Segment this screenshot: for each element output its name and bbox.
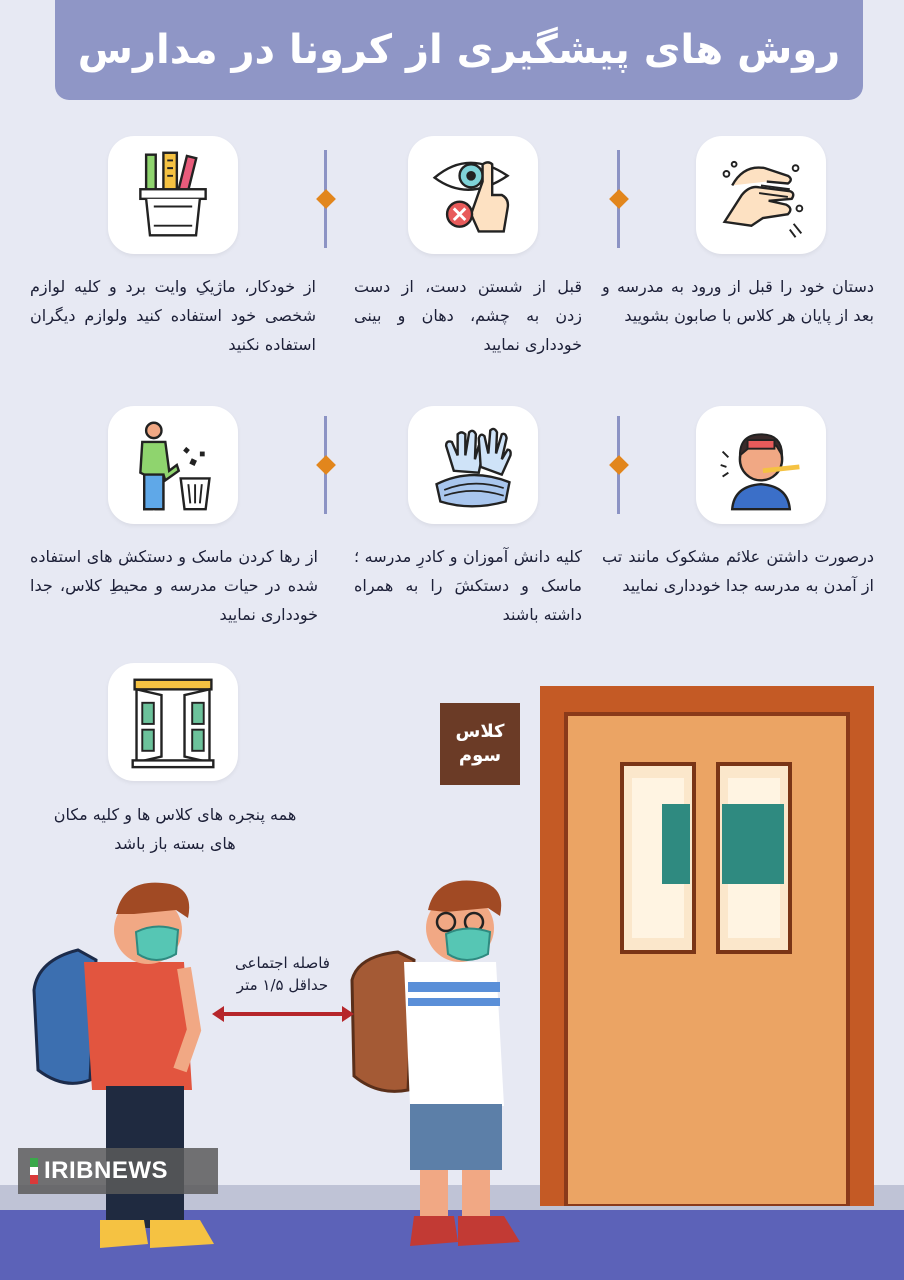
distance-line-2: حداقل ۱/۵ متر bbox=[236, 976, 329, 994]
trash-disposal-icon bbox=[125, 417, 221, 513]
gloves-mask-icon bbox=[425, 417, 521, 513]
card-open-window bbox=[108, 663, 238, 781]
distance-arrow-icon bbox=[210, 1004, 356, 1024]
title-banner bbox=[55, 0, 863, 100]
classroom-sign bbox=[440, 703, 520, 785]
tip-gloves-mask-text: کلیه دانش آموزان و کادرِ مدرسه ؛ ماسک و دستکشَ را به همراه داشته باشند bbox=[354, 547, 582, 624]
tip-hand-washing-text: دستان خود را قبل از ورود به مدرسه و بعد از پایان هر کلاس با صابون بشویید bbox=[602, 277, 874, 325]
separator-diamond bbox=[316, 189, 336, 209]
tip-stationery-text: از خودکار، ماژیکِ وایت برد و کلیه لوازم شخصی خود استفاده کنید ولوازم دیگران استفاده نکنید bbox=[30, 277, 316, 354]
card-trash-disposal bbox=[108, 406, 238, 524]
flag-icon bbox=[30, 1158, 38, 1184]
distance-line-1: فاصله اجتماعی bbox=[235, 954, 330, 972]
card-gloves-mask bbox=[408, 406, 538, 524]
card-sick-thermometer bbox=[696, 406, 826, 524]
tip-sick-thermometer-text: درصورت داشتن علائم مشکوک مانند تب از آمدن به مدرسه جدا خودداری نمایید bbox=[602, 547, 874, 595]
open-window-icon bbox=[125, 674, 221, 770]
tip-trash-disposal-text: از رها کردن ماسک و دستکش های استفاده شده در حیات مدرسه و محیطِ کلاس، جدا خودداری نمایید bbox=[30, 547, 318, 624]
student-left-illustration bbox=[24, 870, 224, 1260]
sick-thermometer-icon bbox=[713, 417, 809, 513]
page-title: روش های پیشگیری از کرونا در مدارس bbox=[77, 27, 841, 73]
tip-open-window-text: همه پنجره های کلاس ها و کلیه مکان های بسته باز باشد bbox=[53, 805, 297, 853]
tip-no-touch-eye-text: قبل از شستن دست، از دست زدن به چشم، دهان و بینی خودداری نمایید bbox=[354, 277, 582, 354]
separator-diamond bbox=[609, 455, 629, 475]
iribnews-logo bbox=[18, 1148, 218, 1194]
card-stationery bbox=[108, 136, 238, 254]
sign-line-2: سوم bbox=[458, 745, 502, 766]
separator-diamond bbox=[316, 455, 336, 475]
no-touch-eye-icon bbox=[425, 147, 521, 243]
logo-text: IRIBNEWS bbox=[44, 1157, 168, 1184]
separator-diamond bbox=[609, 189, 629, 209]
social-distance-label bbox=[210, 952, 355, 996]
card-hand-washing bbox=[696, 136, 826, 254]
card-no-touch-eye bbox=[408, 136, 538, 254]
stationery-icon bbox=[125, 147, 221, 243]
sign-line-1: کلاس bbox=[455, 721, 505, 742]
student-right-illustration bbox=[334, 870, 544, 1260]
classroom-door bbox=[540, 686, 874, 1206]
hand-washing-icon bbox=[713, 147, 809, 243]
